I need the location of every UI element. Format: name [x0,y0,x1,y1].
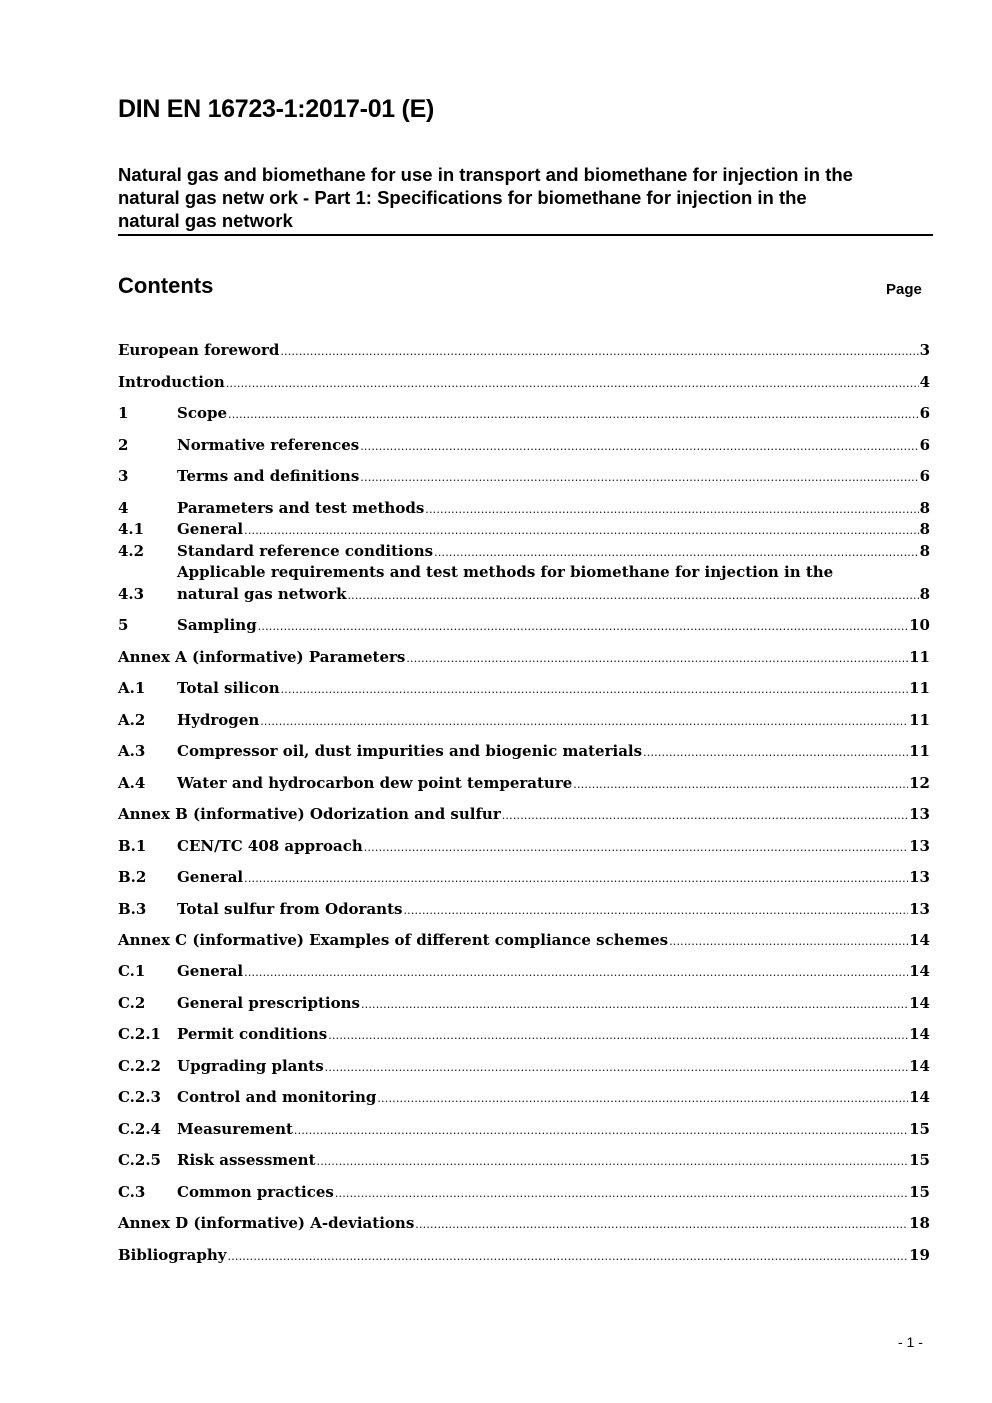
toc-entry-page: 11 [909,742,930,760]
toc-entry-number: C.2.5 [118,1151,161,1169]
toc-entry[interactable] [118,1149,930,1171]
toc-entry-label: Total silicon [177,679,280,697]
toc-entry-page: 3 [919,341,930,359]
toc-entry-label: natural gas network [177,585,347,603]
toc-entry[interactable] [118,740,930,762]
toc-dot-leader [244,962,908,984]
toc-entry-label: CEN/TC 408 approach [177,837,363,855]
toc-entry-page: 8 [919,542,930,560]
toc-entry-label: Parameters and test methods [177,499,425,517]
toc-dot-leader [360,436,918,458]
toc-entry-page: 10 [909,616,930,634]
toc-entry-label: Hydrogen [177,711,260,729]
toc-entry[interactable] [118,614,930,636]
toc-dot-leader [415,1214,908,1236]
toc-entry[interactable] [118,835,930,857]
toc-entry-number: B.2 [118,868,147,886]
toc-entry-number: 4.2 [118,542,145,560]
toc-entry-label: Annex C (informative) Examples of different compliance schemes [118,931,669,949]
toc-dot-leader [258,616,908,638]
toc-entry-label: Bibliography [118,1246,227,1264]
toc-entry[interactable] [118,1086,930,1108]
toc-entry-number: C.2 [118,994,146,1012]
toc-entry[interactable] [118,339,930,361]
toc-entry-page: 4 [919,373,930,391]
toc-entry-page: 8 [919,499,930,517]
toc-entry-label-line1: Applicable requirements and test methods for biomethane for injection in the [177,563,834,581]
toc-dot-leader [281,679,909,701]
toc-entry[interactable] [118,465,930,487]
toc-entry-label: Compressor oil, dust impurities and biogenic materials [177,742,643,760]
toc-dot-leader [502,805,908,827]
toc-entry-number: 4.3 [118,585,145,603]
toc-entry-number: 3 [118,467,129,485]
toc-entry-number: B.3 [118,900,147,918]
toc-entry-label: Scope [177,404,228,422]
toc-entry-label: Sampling [177,616,257,634]
toc-entry-page: 15 [909,1151,930,1169]
toc-entry-page: 19 [909,1246,930,1264]
toc-entry[interactable] [118,1244,930,1266]
toc-entry-number: C.2.1 [118,1025,161,1043]
toc-dot-leader [360,467,918,489]
toc-entry-number: C.2.4 [118,1120,161,1138]
toc-dot-leader [364,837,908,859]
toc-dot-leader [361,994,908,1016]
toc-entry-page: 13 [909,900,930,918]
toc-entry-number: C.1 [118,962,146,980]
toc-entry-page: 18 [909,1214,930,1232]
toc-entry-page: 14 [909,1025,930,1043]
toc-dot-leader [669,931,908,953]
page-number: - 1 - [898,1334,923,1350]
toc-entry-label: General [177,962,244,980]
toc-entry-label: General [177,520,244,538]
toc-entry[interactable] [118,1118,930,1140]
toc-entry[interactable] [118,803,930,825]
toc-entry-label: Standard reference conditions [177,542,434,560]
toc-entry-label: General prescriptions [177,994,360,1012]
toc-entry-number: A.2 [118,711,146,729]
toc-dot-leader [643,742,908,764]
toc-entry-number: 2 [118,436,129,454]
toc-entry-page: 15 [909,1120,930,1138]
contents-heading: Contents [118,273,214,298]
toc-entry-page: 15 [909,1183,930,1201]
standard-identifier: DIN EN 16723-1:2017-01 (E) [118,95,434,123]
toc-entry[interactable] [118,709,930,731]
toc-entry-number: 4.1 [118,520,145,538]
toc-entry-page: 13 [909,805,930,823]
page-column-label: Page [886,281,922,298]
toc-dot-leader [280,341,918,363]
toc-entry[interactable] [118,677,930,699]
toc-dot-leader [226,373,919,395]
toc-entry-page: 12 [909,774,930,792]
toc-entry-page: 14 [909,962,930,980]
toc-dot-leader [317,1151,909,1173]
toc-dot-leader [403,900,908,922]
toc-entry[interactable] [118,960,930,982]
toc-entry-label: Annex A (informative) Parameters [118,648,406,666]
toc-dot-leader [325,1057,908,1079]
toc-entry-page: 6 [919,404,930,422]
toc-entry[interactable] [118,497,930,519]
toc-entry[interactable] [118,402,930,424]
toc-entry-page: 14 [909,1057,930,1075]
toc-dot-leader [573,774,908,796]
toc-entry[interactable] [118,992,930,1014]
toc-entry-number: C.2.3 [118,1088,161,1106]
toc-entry-label: Permit conditions [177,1025,328,1043]
toc-entry-page: 11 [909,648,930,666]
toc-entry[interactable] [118,518,930,540]
toc-dot-leader [406,648,908,670]
toc-entry[interactable] [118,540,930,562]
toc-dot-leader [260,711,908,733]
toc-entry[interactable] [118,866,930,888]
toc-entry-number: C.2.2 [118,1057,161,1075]
toc-entry-page: 6 [919,467,930,485]
toc-entry-number: B.1 [118,837,147,855]
toc-entry-label: European foreword [118,341,280,359]
toc-entry-label: Annex D (informative) A-deviations [118,1214,415,1232]
toc-entry-number: A.3 [118,742,146,760]
toc-dot-leader [347,585,918,607]
toc-entry-page: 13 [909,868,930,886]
toc-entry-page: 11 [909,679,930,697]
toc-entry-page: 13 [909,837,930,855]
toc-entry-label: Normative references [177,436,360,454]
toc-entry-page: 14 [909,994,930,1012]
toc-dot-leader [294,1120,908,1142]
toc-entry-label: Risk assessment [177,1151,316,1169]
toc-entry-number: 5 [118,616,129,634]
toc-entry-label: Common practices [177,1183,334,1201]
toc-entry-number: 4 [118,499,129,517]
toc-entry-label: Total sulfur from Odorants [177,900,403,918]
toc-entry-number: C.3 [118,1183,146,1201]
toc-entry[interactable] [118,1023,930,1045]
toc-entry-page: 6 [919,436,930,454]
toc-dot-leader [244,868,908,890]
toc-entry-page: 8 [919,585,930,603]
document-title: Natural gas and biomethane for use in transport and biomethane for injection in the natural gas netw ork - Part 1: Specifications for biomethane for injection in the natural gas network [118,163,933,236]
toc-entry[interactable] [118,929,930,951]
toc-dot-leader [335,1183,908,1205]
toc-entry[interactable] [118,772,930,794]
toc-entry[interactable] [118,646,930,668]
toc-entry-label: General [177,868,244,886]
toc-entry-label: Annex B (informative) Odorization and sulfur [118,805,501,823]
toc-entry-label: Measurement [177,1120,293,1138]
toc-entry-label: Introduction [118,373,225,391]
toc-entry-page: 14 [909,931,930,949]
toc-entry-label: Control and monitoring [177,1088,377,1106]
toc-entry-number: A.4 [118,774,146,792]
toc-dot-leader [244,520,918,542]
toc-entry[interactable] [118,898,930,920]
toc-entry-number: 1 [118,404,129,422]
toc-dot-leader [228,404,919,426]
toc-entry-page: 14 [909,1088,930,1106]
toc-dot-leader [377,1088,908,1110]
toc-entry-page: 11 [909,711,930,729]
toc-entry-number: A.1 [118,679,146,697]
toc-entry-label: Terms and definitions [177,467,360,485]
toc-entry[interactable] [118,371,930,393]
toc-entry[interactable] [118,1212,930,1234]
toc-dot-leader [328,1025,908,1047]
toc-entry-label: Water and hydrocarbon dew point temperature [177,774,573,792]
toc-entry[interactable] [118,1055,930,1077]
toc-entry-label: Upgrading plants [177,1057,324,1075]
toc-entry[interactable] [118,563,930,605]
toc-dot-leader [228,1246,909,1268]
toc-entry[interactable] [118,434,930,456]
toc-entry-page: 8 [919,520,930,538]
toc-entry[interactable] [118,1181,930,1203]
